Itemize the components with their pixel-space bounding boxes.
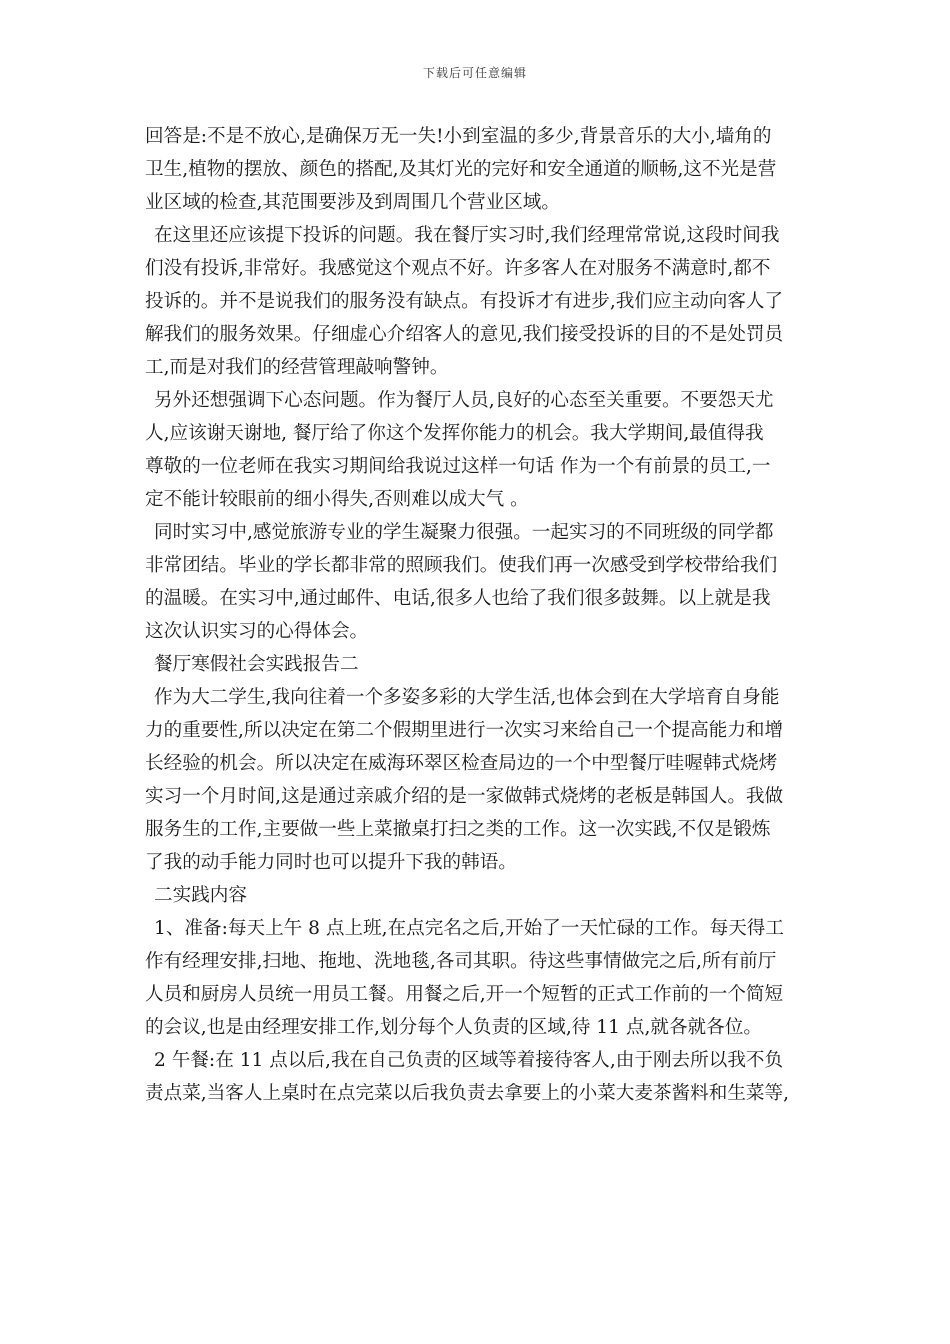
text-line: 尊敬的一位老师在我实习期间给我说过这样一句话 作为一个有前景的员工,一 [145,456,771,477]
text-line: 卫生,植物的摆放、颜色的搭配,及其灯光的完好和安全通道的顺畅,这不光是营 [145,159,777,180]
page-header: 下载后可任意编辑 [422,66,527,80]
text-line: 服务生的工作,主要做一些上菜撤桌打扫之类的工作。这一次实践,不仅是锻炼 [145,819,771,840]
text-line: 二实践内容 [154,885,247,906]
text-line: 投诉的。并不是说我们的服务没有缺点。有投诉才有进步,我们应主动向客人了 [145,291,784,312]
text-line: 的会议,也是由经理安排工作,划分每个人负责的区域,待 11 点,就各就各位。 [145,1017,762,1038]
text-line: 作有经理安排,扫地、拖地、洗地毯,各司其职。待这些事情做完之后,所有前厅 [145,951,777,972]
text-line: 同时实习中,感觉旅游专业的学生凝聚力很强。一起实习的不同班级的同学都 [154,522,774,543]
text-line: 餐厅寒假社会实践报告二 [154,654,359,675]
text-line: 另外还想强调下心态问题。作为餐厅人员,良好的心态至关重要。不要怨天尤 [154,390,774,411]
text-line: 1、准备:每天上午 8 点上班,在点完名之后,开始了一天忙碌的工作。每天得工 [154,918,784,939]
text-line: 作为大二学生,我向往着一个多姿多彩的大学生活,也体会到在大学培育自身能 [154,687,780,708]
text-line: 们没有投诉,非常好。我感觉这个观点不好。许多客人在对服务不满意时,都不 [145,258,771,279]
text-line: 实习一个月时间,这是通过亲戚介绍的是一家做韩式烧烤的老板是韩国人。我做 [145,786,784,807]
document-body [145,120,813,1110]
text-line: 在这里还应该提下投诉的问题。我在餐厅实习时,我们经理常常说,这段时间我 [154,225,780,246]
text-line: 2 午餐:在 11 点以后,我在自己负责的区域等着接待客人,由于刚去所以我不负 [154,1050,784,1071]
text-line: 回答是:不是不放心,是确保万无一失!小到室温的多少,背景音乐的大小,墙角的 [145,126,772,147]
text-line: 解我们的服务效果。仔细虚心介绍客人的意见,我们接受投诉的目的不是处罚员 [145,324,784,345]
text-line: 力的重要性,所以决定在第二个假期里进行一次实习来给自己一个提高能力和增 [145,720,784,741]
text-line: 责点菜,当客人上桌时在点完菜以后我负责去拿要上的小菜大麦茶酱料和生菜等, [145,1083,790,1104]
text-line: 非常团结。毕业的学长都非常的照顾我们。使我们再一次感受到学校带给我们 [145,555,778,576]
text-line: 工,而是对我们的经营管理敲响警钟。 [145,357,449,378]
text-line: 业区域的检查,其范围要涉及到周围几个营业区域。 [145,192,560,213]
text-line: 长经验的机会。所以决定在威海环翠区检查局边的一个中型餐厅哇喔韩式烧烤 [145,753,778,774]
text-line: 人,应该谢天谢地, 餐厅给了你这个发挥你能力的机会。我大学期间,最值得我 [145,423,764,444]
text-line: 这次认识实习的心得体会。 [145,621,369,642]
text-line: 人员和厨房人员统一用员工餐。用餐之后,开一个短暂的正式工作前的一个简短 [145,984,784,1005]
text-line: 的温暖。在实习中,通过邮件、电话,很多人也给了我们很多鼓舞。以上就是我 [145,588,771,609]
text-line: 了我的动手能力同时也可以提升下我的韩语。 [145,852,517,873]
text-line: 定不能计较眼前的细小得失,否则难以成大气 。 [145,489,529,510]
